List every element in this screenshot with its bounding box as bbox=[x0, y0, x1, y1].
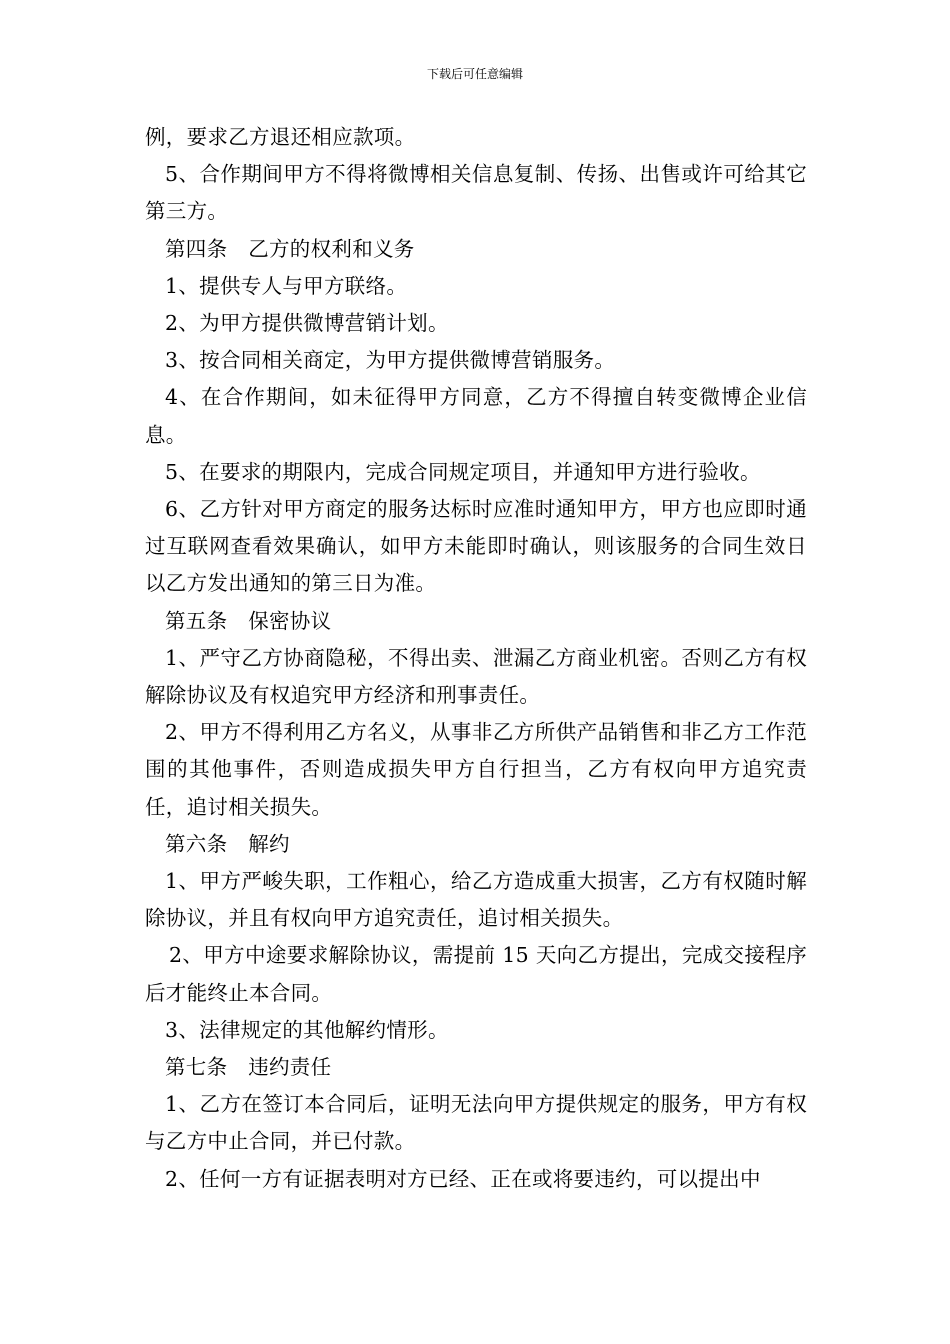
clause-item: 2、甲方不得利用乙方名义，从事非乙方所供产品销售和非乙方工作范围的其他事件，否则造成损失甲方自行担当，乙方有权向甲方追究责任，追讨相关损失。 bbox=[145, 720, 807, 819]
clause-item: 3、法律规定的其他解约情形。 bbox=[165, 1017, 449, 1042]
article-heading: 第七条 违约责任 bbox=[165, 1055, 332, 1080]
clause-item: 1、甲方严峻失职，工作粗心，给乙方造成重大损害，乙方有权随时解除协议，并且有权向甲方追究责任，追讨相关损失。 bbox=[145, 869, 807, 931]
clause-item: 2、为甲方提供微博营销计划。 bbox=[165, 311, 449, 336]
clause-item: 5、合作期间甲方不得将微博相关信息复制、传扬、出售或许可给其它第三方。 bbox=[145, 162, 807, 224]
paragraph-continuation: 例，要求乙方退还相应款项。 bbox=[145, 125, 416, 149]
clause-item: 2、甲方中途要求解除协议，需提前 15 天向乙方提出，完成交接程序后才能终止本合同。 bbox=[145, 943, 807, 1005]
article-heading: 第六条 解约 bbox=[165, 831, 290, 856]
article-heading: 第五条 保密协议 bbox=[165, 608, 332, 633]
page-header: 下载后可任意编辑 bbox=[426, 67, 523, 81]
clause-item: 1、严守乙方协商隐秘，不得出卖、泄漏乙方商业机密。否则乙方有权解除协议及有权追究甲方经济和刑事责任。 bbox=[145, 645, 807, 708]
clause-item: 3、按合同相关商定，为甲方提供微博营销服务。 bbox=[165, 348, 616, 373]
clause-item: 1、提供专人与甲方联络。 bbox=[165, 273, 408, 298]
clause-item: 2、任何一方有证据表明对方已经、正在或将要违约，可以提出中 bbox=[165, 1166, 761, 1191]
clause-item: 6、乙方针对甲方商定的服务达标时应准时通知甲方，甲方也应即时通过互联网查看效果确认，如甲方未能即时确认，则该服务的合同生效日以乙方发出通知的第三日为准。 bbox=[145, 497, 807, 596]
clause-item: 1、乙方在签订本合同后，证明无法向甲方提供规定的服务，甲方有权与乙方中止合同，并已付款。 bbox=[145, 1092, 807, 1154]
clause-item: 4、在合作期间，如未征得甲方同意，乙方不得擅自转变微博企业信息。 bbox=[145, 385, 807, 447]
document-body bbox=[145, 119, 807, 1198]
article-heading: 第四条 乙方的权利和义务 bbox=[165, 236, 415, 261]
clause-item: 5、在要求的期限内，完成合同规定项目，并通知甲方进行验收。 bbox=[165, 459, 761, 484]
